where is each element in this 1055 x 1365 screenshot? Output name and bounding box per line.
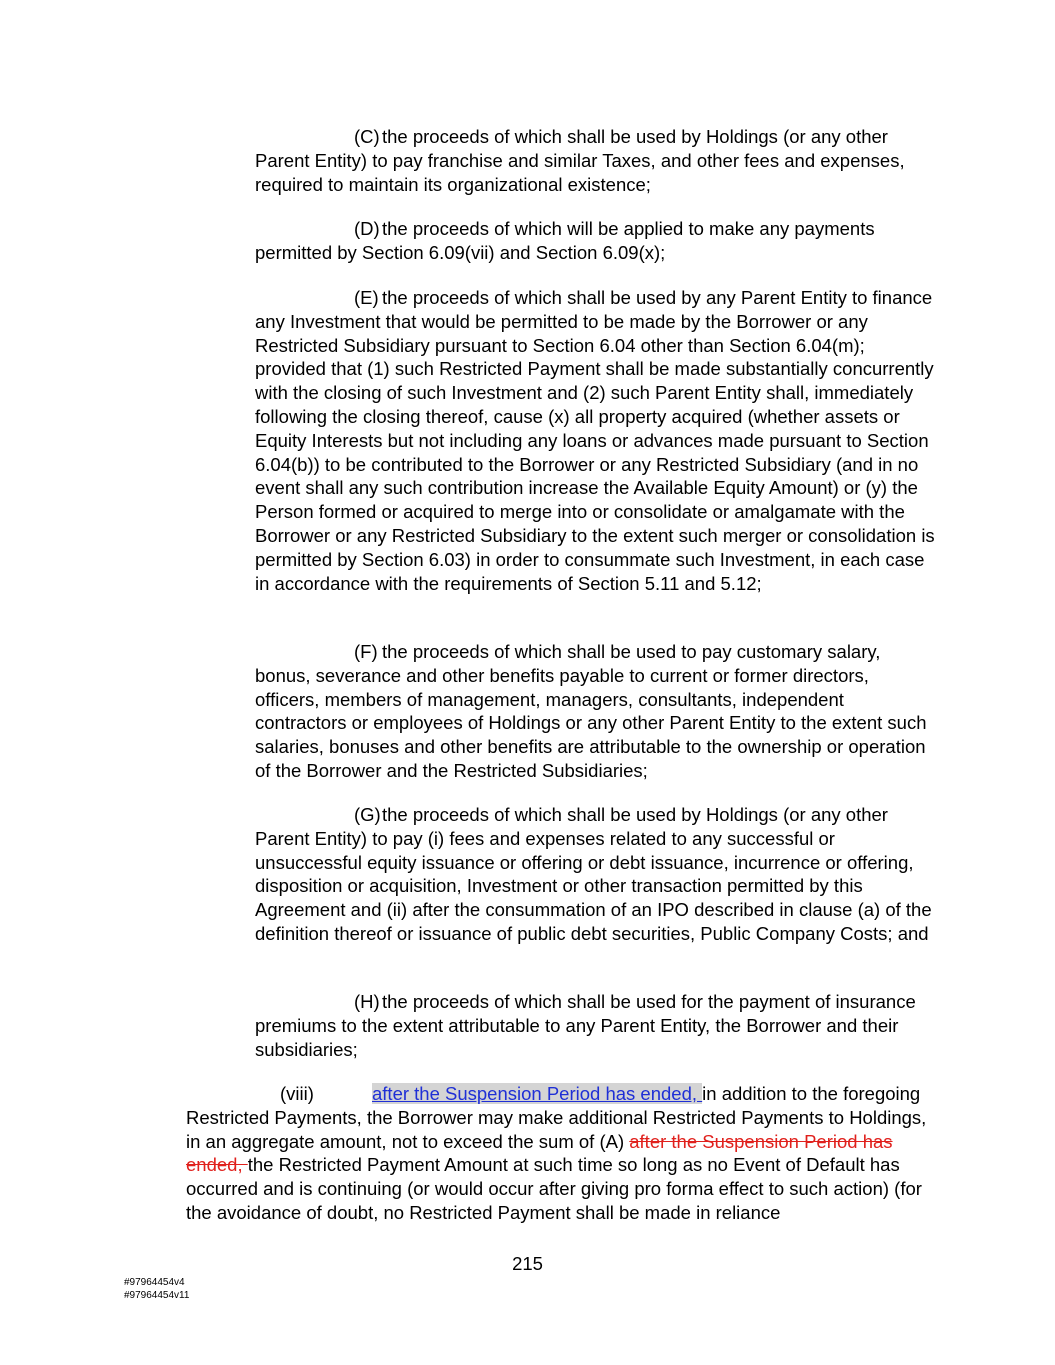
page-number: 215 (512, 1253, 543, 1274)
clause-text: the proceeds of which shall be used for the payment of insurance premiums to the extent attributable to any Parent Entity, the Borrower and their subsidiaries; (255, 991, 916, 1060)
clause-text: the proceeds of which shall be used by Holdings (or any other Parent Entity) to pay franchise and similar Taxes, and other fees and expenses, required to maintain its organizational existence; (255, 126, 905, 195)
clause-text-continued: the Restricted Payment Amount at such time so long as no Event of Default has occurred and is continuing (or would occur after giving pro forma effect to such action) (for the avoidance of doubt, no Restricted Payment shall be made in reliance (186, 1154, 922, 1223)
clause-label: (H) (354, 991, 380, 1012)
clause-text: the proceeds of which shall be used by Holdings (or any other Parent Entity) to pay (i) fees and expenses related to any successful or unsuccessful equity issuance or offering or debt issuance, incurrence or offering, disposition or acquisition, Investment or other transaction permitted by this Agreement and (ii) after the consummation of an IPO described in clause (a) of the definition thereof or issuance of public debt securities, Public Company Costs; and (255, 804, 932, 944)
clause-label: (G) (354, 804, 381, 825)
clause-label: (E) (354, 287, 379, 308)
paragraph-e (255, 286, 935, 595)
clause-text: in addition to the foregoing Restricted Payments, the Borrower may make additional Restricted Payments to Holdings, in an aggregate amount, not to exceed the sum of (A) (186, 1083, 927, 1152)
paragraph-g (255, 803, 935, 946)
clause-text: the proceeds of which shall be used to pay customary salary, bonus, severance and other benefits payable to current or former directors, officers, members of management, managers, consultants, independent contractors or employees of Holdings or any other Parent Entity to the extent such salaries, bonuses and other benefits are attributable to the ownership or operation of the Borrower and the Restricted Subsidiaries; (255, 641, 927, 781)
paragraph-d (255, 217, 935, 265)
paragraph-c (255, 125, 935, 196)
document-id-1: #97964454v4 (124, 1277, 185, 1288)
paragraph-h (255, 990, 935, 1061)
document-id-2: #97964454v11 (124, 1290, 190, 1301)
tracked-insertion[interactable]: after the Suspension Period has ended, (372, 1083, 703, 1104)
clause-label: (C) (354, 126, 380, 147)
tracked-deletion[interactable]: after the Suspension Period has ended, (186, 1130, 893, 1176)
clause-text: the proceeds of which shall be used by any Parent Entity to finance any Investment that would be permitted to be made by the Borrower or any Restricted Subsidiary pursuant to Section 6.04 other than Section 6.04(m); provided that (1) such Restricted Payment shall be made substantially concurrently with the closing of such Investment and (2) such Parent Entity shall, immediately following the closing thereof, cause (x) all property acquired (whether assets or Equity Interests but not including any loans or advances made pursuant to Section 6.04(b)) to be contributed to the Borrower or any Restricted Subsidiary (and in no event shall any such contribution increase the Available Equity Amount) or (y) the Person formed or acquired to merge into or consolidate or amalgamate with the Borrower or any Restricted Subsidiary to the extent such merger or consolidation is permitted by Section 6.03) in order to consummate such Investment, in each case in accordance with the requirements of Section 5.11 and 5.12; (255, 287, 935, 594)
clause-text: the proceeds of which will be applied to make any payments permitted by Section 6.09(vii) and Section 6.09(x); (255, 218, 875, 263)
clause-label: (F) (354, 641, 378, 662)
paragraph-f (255, 640, 935, 783)
clause-label: (D) (354, 218, 380, 239)
clause-label: (viii) (280, 1083, 314, 1104)
paragraph-viii (186, 1082, 931, 1225)
